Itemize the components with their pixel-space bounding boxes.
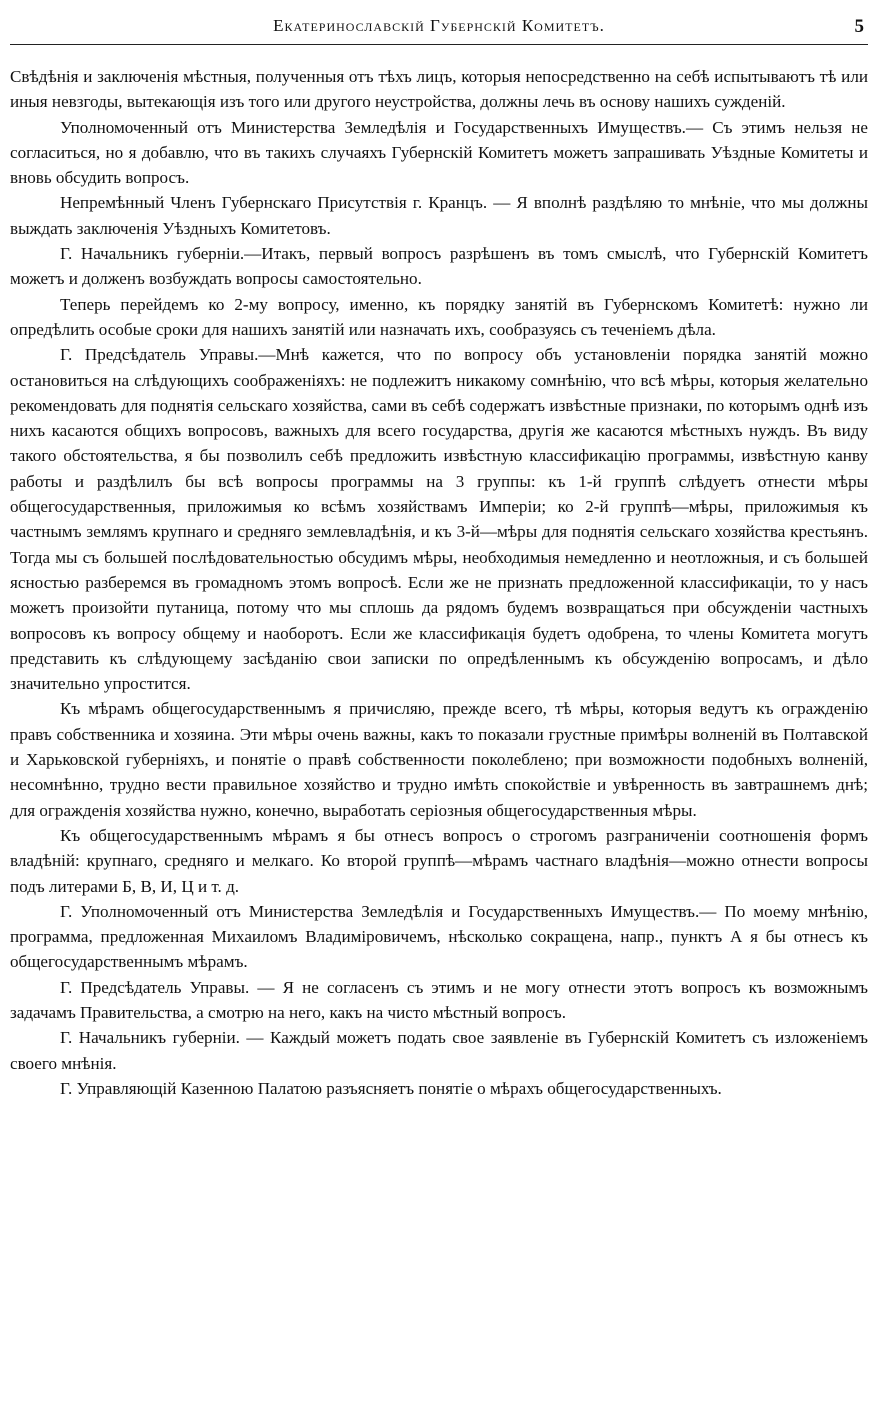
- running-title: Екатеринославскій Губернскій Комитетъ.: [273, 16, 605, 35]
- page-number: 5: [854, 16, 864, 37]
- paragraph-3: Непремѣнный Членъ Губернскаго Присутствія г. Кранцъ. — Я вполнѣ раздѣляю то мнѣніе, что мы должны выждать заключенія Уѣздныхъ Комитетовъ.: [10, 193, 868, 238]
- paragraph-10: Г. Предсѣдатель Управы. — Я не согласенъ съ этимъ и не могу отнести этотъ вопросъ къ возможнымъ задачамъ Правительства, а смотрю на него, какъ на чисто мѣстный вопросъ.: [10, 977, 868, 1022]
- paragraph-5: Теперь перейдемъ ко 2-му вопросу, именно, къ порядку занятій въ Губернскомъ Комитетѣ: нужно ли опредѣлить особые сроки для нашихъ занятій или назначать ихъ, сообразуясь съ теченіемъ дѣла.: [10, 294, 868, 339]
- paragraph-6: Г. Предсѣдатель Управы.—Мнѣ кажется, что по вопросу объ установленіи порядка занятій можно остановиться на слѣдующихъ соображеніяхъ: не подлежитъ никакому сомнѣнію, что всѣ мѣры, которыя желательно рекомендовать для поднятія сельскаго хозяйства, сами въ себѣ содержатъ извѣстные признаки, по которымъ однѣ изъ нихъ касаются общихъ вопросовъ, важныхъ для всего государства, другія же касаются мѣстныхъ нуждъ. Въ виду такого обстоятельства, я бы позволилъ себѣ предложить извѣстную классификацію программы, извѣстную канву работы и раздѣлилъ бы всѣ вопросы программы на 3 группы: къ 1-й группѣ слѣдуетъ отнести мѣры общегосударственныя, приложимыя ко всѣмъ хозяйствамъ Имперіи; ко 2-й группѣ—мѣры, приложимыя къ частнымъ землямъ крупнаго и средняго землевладѣнія, и къ 3-й—мѣры для поднятія сельскаго хозяйства крестьянъ. Тогда мы съ большей послѣдовательностью обсудимъ мѣры, необходимыя немедленно и неотложныя, и съ большей ясностью разберемся въ громадномъ этомъ вопросѣ. Если же не признать предложенной классификаціи, то у насъ можетъ произойти путаница, потому что мы сплошь да рядомъ будемъ возвращаться при обсужденіи частныхъ вопросовъ къ вопросу общему и наоборотъ. Если же классификація будетъ одобрена, то члены Комитета могутъ представить къ слѣдующему засѣданію свои записки по опредѣленнымъ къ обсужденію вопросамъ, и дѣло значительно упростится.: [10, 345, 868, 694]
- paragraph-12: Г. Управляющій Казенною Палатою разъясняетъ понятіе о мѣрахъ общегосударственныхъ.: [60, 1078, 722, 1098]
- paragraph-11: Г. Начальникъ губерніи. — Каждый можетъ подать свое заявленіе въ Губернскій Комитетъ съ изложеніемъ своего мнѣнія.: [10, 1028, 868, 1073]
- paragraph-9: Г. Уполномоченный отъ Министерства Земледѣлія и Государственныхъ Имуществъ.— По моему мнѣнію, программа, предложенная Михаиломъ Владиміровичемъ, нѣсколько сокращена, напр., пунктъ А я бы отнесъ къ общегосударственнымъ мѣрамъ.: [10, 901, 868, 972]
- paragraph-1: Свѣдѣнія и заключенія мѣстныя, полученныя отъ тѣхъ лицъ, которыя непосредственно на себѣ испытываютъ тѣ или иныя невзгоды, вытекающія изъ того или другого неустройства, должны лечь въ основу нашихъ сужденій.: [10, 67, 868, 112]
- paragraph-2: Уполномоченный отъ Министерства Земледѣлія и Государственныхъ Имуществъ.— Съ этимъ нельзя не согласиться, но я добавлю, что въ такихъ случаяхъ Губернскій Комитетъ можетъ запрашивать Уѣздные Комитеты и вновь обсудить вопросъ.: [10, 117, 868, 188]
- paragraph-4: Г. Начальникъ губерніи.—Итакъ, первый вопросъ разрѣшенъ въ томъ смыслѣ, что Губернскій Комитетъ можетъ и долженъ возбуждать вопросы самостоятельно.: [10, 244, 868, 289]
- paragraph-7: Къ мѣрамъ общегосударственнымъ я причисляю, прежде всего, тѣ мѣры, которыя ведутъ къ огражденію правъ собственника и хозяина. Эти мѣры очень важны, какъ то показали грустные примѣры волненій въ Полтавской и Харьковской губерніяхъ, и понятіе о правѣ собственности поколеблено; при возможности подобныхъ волненій, несомнѣнно, трудно вести правильное хозяйство и трудно имѣть спокойствіе и увѣренность въ завтрашнемъ днѣ; для огражденія хозяйства нужно, конечно, выработать серіозныя общегосударственныя мѣры.: [10, 699, 868, 820]
- paragraph-8: Къ общегосударственнымъ мѣрамъ я бы отнесъ вопросъ о строгомъ разграниченіи соотношенія формъ владѣній: крупнаго, средняго и мелкаго. Ко второй группѣ—мѣрамъ частнаго владѣнія—можно отнести вопросы подъ литерами Б, В, И, Ц и т. д.: [10, 825, 868, 896]
- page-header: [10, 14, 868, 45]
- body-text: [10, 64, 868, 1101]
